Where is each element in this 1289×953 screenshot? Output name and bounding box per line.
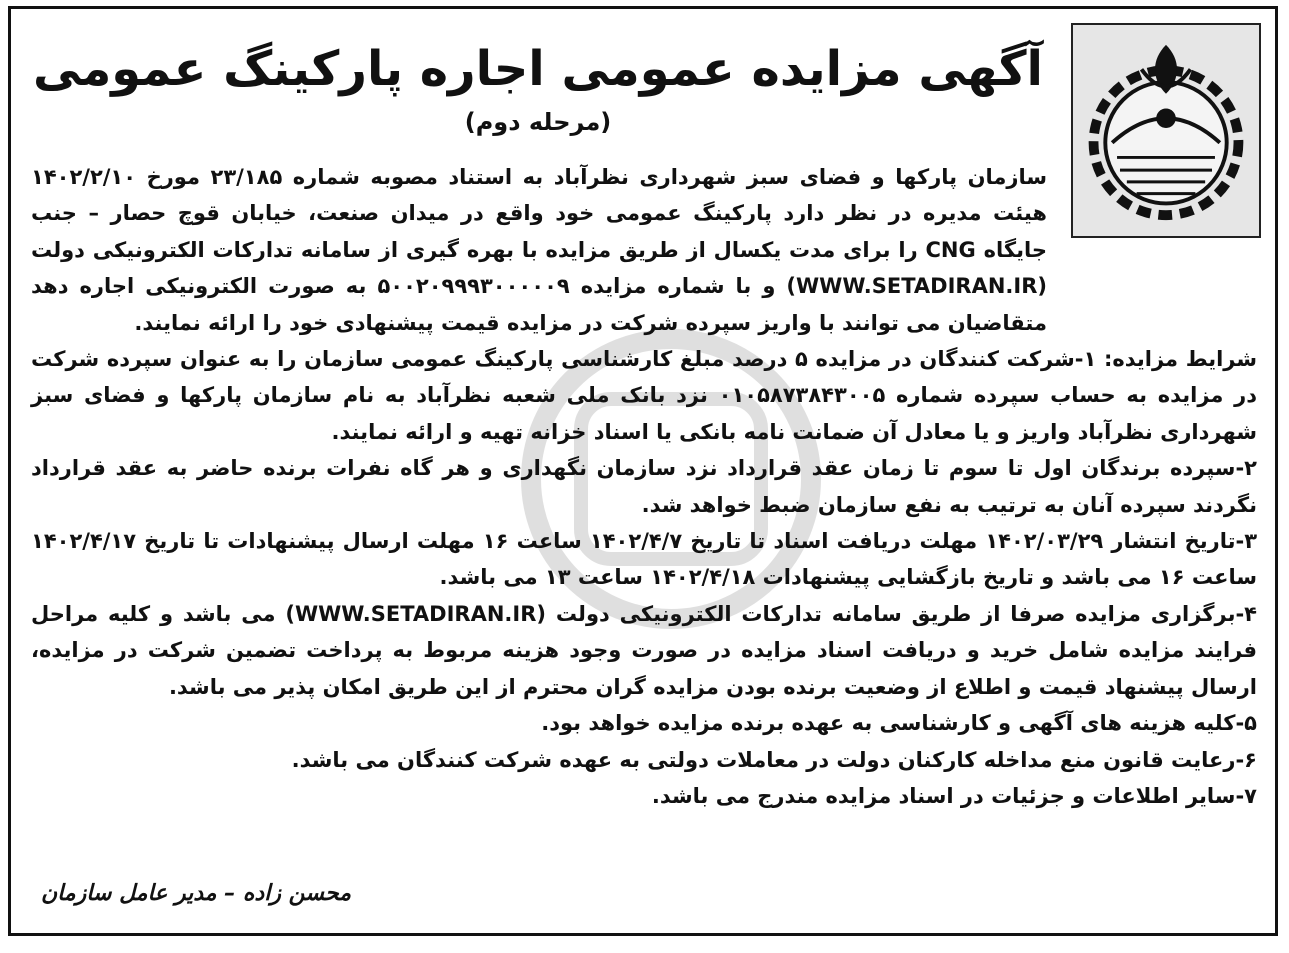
condition-item: ۳-تاریخ انتشار ۱۴۰۲/۰۳/۲۹ مهلت دریافت اسناد تا تاریخ ۱۴۰۲/۴/۷ ساعت ۱۶ مهلت ارسال پیشنهادات تا تاریخ ۱۴۰۲/۴/۱۷ ساعت ۱۶ می باشد و تاریخ بازگشایی پیشنهادات ۱۴۰۲/۴/۱۸ ساعت ۱۳ می باشد. [31,529,1258,590]
condition-item: ۴-برگزاری مزایده صرفا از طریق سامانه تدارکات الکترونیکی دولت (WWW.SETADIRAN.IR) می باشد و کلیه مراحل فرایند مزایده شامل خرید و دریافت اسناد مزایده در صورت وجود هزینه مربوط به پرداخت تضمین شرکت در مزایده، ارسال پیشنهاد قیمت و اطلاع از وضعیت برنده بودن مزایده گران محترم از این طریق امکان پذیر می باشد. [31,601,1257,699]
notice-subtitle: (مرحله دوم) [464,108,612,136]
intro-paragraph: سازمان پارکها و فضای سبز شهرداری نظرآباد به استناد مصوبه شماره ۲۳/۱۸۵ مورخ ۱۴۰۲/۲/۱۰ هیئت مدیره در نظر دارد پارکینگ عمومی خود واقع در میدان صنعت، خیابان قوچ حصار – جنب جایگاه CNG را برای مدت یکسال از طریق مزایده با بهره گیری از سامانه تدارکات الکترونیکی دولت (WWW.SETADIRAN.IR) و با شماره مزایده ۵۰۰۲۰۹۹۹۳۰۰۰۰۰۹ به صورت الکترونیکی اجاره دهد متقاضیان می توانند با واریز سپرده شرکت در مزایده قیمت پیشنهادی خود را ارائه نمایند. [31,165,1048,335]
condition-item: ۲-سپرده برندگان اول تا سوم تا زمان عقد قرارداد نزد سازمان نگهداری و هر گاه نفرات برنده حاضر به عقد قرارداد نگردند سپرده آنان به ترتیب به نفع سازمان ضبط خواهد شد. [31,456,1257,517]
condition-item: ۵-کلیه هزینه های آگهی و کارشناسی به عهده برنده مزایده خواهد بود. [541,711,1257,736]
notice-body [31,159,1257,814]
notice-title: آگهی مزایده عمومی اجاره پارکینگ عمومی [33,41,1043,97]
condition-item: ۷-سایر اطلاعات و جزئیات در اسناد مزایده مندرج می باشد. [651,783,1257,808]
condition-item: ۶-رعایت قانون منع مداخله کارکنان دولت در معاملات دولتی به عهده شرکت کنندگان می باشد. [291,747,1257,772]
signature: محسن زاده – مدیر عامل سازمان [41,881,351,906]
condition-item: شرایط مزایده: ۱-شرکت کنندگان در مزایده ۵ درصد مبلغ کارشناسی پارکینگ عمومی سازمان را به عنوان سپرده شرکت در مزایده به حساب سپرده شماره ۰۱۰۵۸۷۳۸۴۳۰۰۵ نزد بانک ملی شعبه نظرآباد به نام سازمان پارکها و فضای سبز شهرداری نظرآباد واریز و یا معادل آن ضمانت نامه بانکی یا اسناد خزانه تهیه و ارائه نمایند. [31,347,1258,444]
notice-frame [8,6,1278,936]
